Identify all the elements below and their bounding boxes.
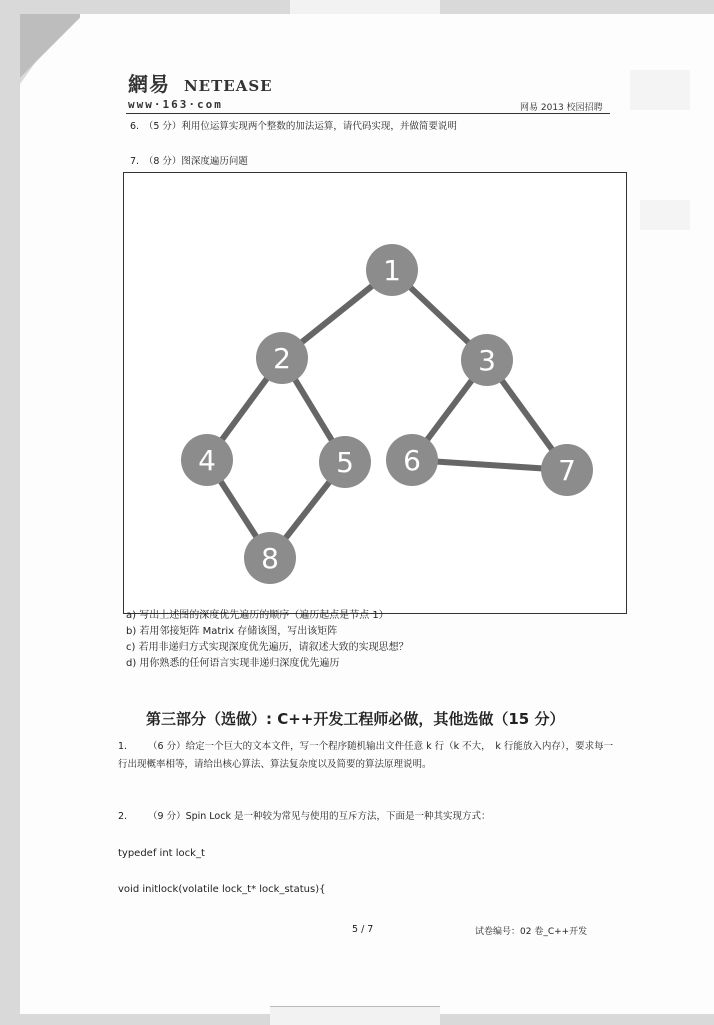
- logo-en-text: NETEASE: [183, 77, 273, 95]
- sub-question-d: d) 用你熟悉的任何语言实现非递归深度优先遍历: [126, 658, 340, 669]
- graph-figure: [123, 172, 627, 614]
- question-text: （9 分）Spin Lock 是一种较为常见与使用的互斥方法，下面是一种其实现方式：: [148, 811, 491, 822]
- scanner-bottom-tab: [270, 1006, 440, 1025]
- bleed-through-mark: [630, 70, 690, 110]
- paper-code: 试卷编号：02 卷_C++开发: [475, 927, 588, 937]
- graph-node-label-7: 7: [558, 454, 576, 487]
- question-text: （6 分）给定一个巨大的文本文件，写一个程序随机输出文件任意 k 行（k 不大， k 行能放入内存），要求每一行出现概率相等，请给出核心算法、算法复杂度以及简要的算法原理说明。: [118, 741, 614, 770]
- header-divider: [126, 113, 610, 114]
- part3-question-1: [118, 738, 618, 774]
- bleed-through-mark: [640, 200, 690, 230]
- sub-question-b: b) 若用邻接矩阵 Matrix 存储该图，写出该矩阵: [126, 626, 338, 637]
- folded-corner: [20, 14, 80, 94]
- question-number: 2.: [118, 811, 128, 822]
- code-line-2: void initlock(volatile lock_t* lock_status){: [118, 884, 326, 895]
- question-number: 1.: [118, 741, 128, 752]
- sub-question-c: c) 若用非递归方式实现深度优先遍历，请叙述大致的实现思想？: [126, 642, 409, 653]
- graph-node-label-3: 3: [478, 344, 496, 377]
- netease-logo: [128, 68, 273, 111]
- section-title: 第三部分（选做）: C++开发工程师必做，其他选做（15 分）: [146, 710, 565, 728]
- code-line-1: typedef int lock_t: [118, 848, 205, 859]
- part3-question-2: [118, 808, 618, 826]
- question-6: 6. （5 分）利用位运算实现两个整数的加法运算，请代码实现，并做简要说明: [130, 121, 457, 132]
- graph-node-label-8: 8: [261, 542, 279, 575]
- graph-node-label-5: 5: [336, 446, 354, 479]
- question-7: 7. （8 分）图深度遍历问题: [130, 156, 248, 167]
- sub-question-list: [126, 608, 409, 672]
- graph-node-label-1: 1: [383, 254, 401, 287]
- logo-url-text: www·163·com: [128, 98, 223, 111]
- logo-cn-text: 網易: [128, 72, 170, 96]
- graph-diagram: [124, 173, 626, 613]
- graph-node-label-4: 4: [198, 444, 216, 477]
- header-title: 网易 2013 校园招聘: [520, 103, 603, 113]
- graph-node-label-6: 6: [403, 444, 421, 477]
- page-number: 5 / 7: [352, 924, 374, 935]
- graph-node-label-2: 2: [273, 342, 291, 375]
- sub-question-a: a) 写出上述图的深度优先遍历的顺序（遍历起点是节点 1）: [126, 610, 389, 621]
